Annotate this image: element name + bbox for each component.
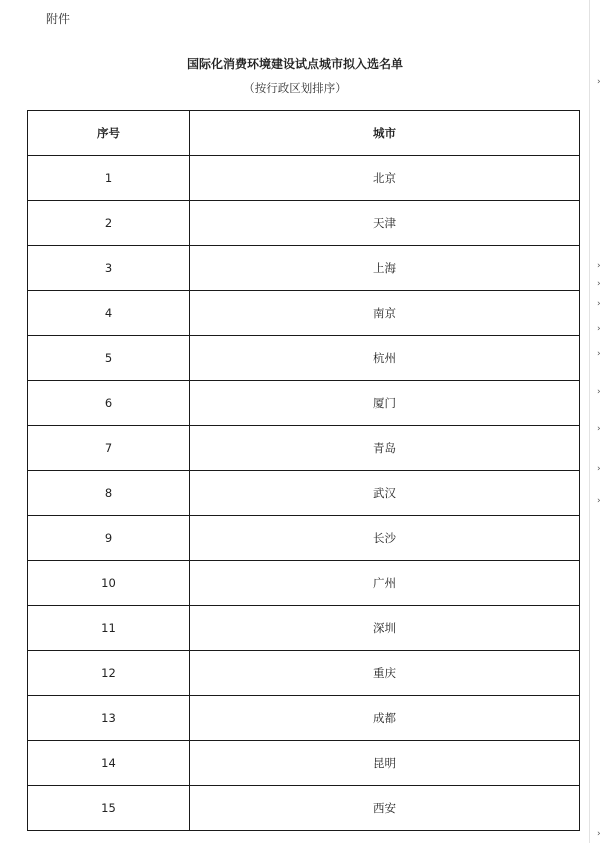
city-list-table [27,110,580,831]
city-cell: 青岛 [190,426,580,471]
serial-number-cell: 14 [28,741,190,786]
attachment-label: 附件 [46,12,71,26]
city-cell: 厦门 [190,381,580,426]
city-cell: 上海 [190,246,580,291]
serial-number-cell: 12 [28,651,190,696]
serial-number-cell: 3 [28,246,190,291]
table-row [28,786,580,831]
chevron-right-icon: › [597,464,601,474]
table-row [28,291,580,336]
chevron-right-icon: › [597,324,601,334]
city-cell: 成都 [190,696,580,741]
header-city: 城市 [190,111,580,156]
header-serial-number: 序号 [28,111,190,156]
city-cell: 天津 [190,201,580,246]
table-row [28,516,580,561]
document-subtitle: （按行政区划排序） [243,81,347,95]
table-row [28,561,580,606]
city-cell: 广州 [190,561,580,606]
document-title: 国际化消费环境建设试点城市拟入选名单 [186,57,403,71]
serial-number-cell: 2 [28,201,190,246]
table-row [28,651,580,696]
city-cell: 南京 [190,291,580,336]
serial-number-cell: 10 [28,561,190,606]
city-cell: 武汉 [190,471,580,516]
city-cell: 西安 [190,786,580,831]
serial-number-cell: 7 [28,426,190,471]
city-cell: 昆明 [190,741,580,786]
serial-number-cell: 13 [28,696,190,741]
chevron-right-icon: › [597,496,601,506]
serial-number-cell: 1 [28,156,190,201]
chevron-right-icon: › [597,349,601,359]
table-row [28,336,580,381]
chevron-right-icon: › [597,424,601,434]
serial-number-cell: 6 [28,381,190,426]
chevron-right-icon: › [597,279,601,289]
table-row [28,426,580,471]
serial-number-cell: 15 [28,786,190,831]
table-row [28,471,580,516]
chevron-right-icon: › [597,77,601,87]
table-row [28,246,580,291]
chevron-right-icon: › [597,261,601,271]
serial-number-cell: 9 [28,516,190,561]
table-row [28,741,580,786]
serial-number-cell: 5 [28,336,190,381]
serial-number-cell: 8 [28,471,190,516]
table-header-row [28,111,580,156]
table-row [28,381,580,426]
table-row [28,156,580,201]
right-edge-strip [591,0,602,843]
chevron-right-icon: › [597,299,601,309]
serial-number-cell: 4 [28,291,190,336]
chevron-right-icon: › [597,387,601,397]
city-cell: 长沙 [190,516,580,561]
table-row [28,606,580,651]
city-cell: 深圳 [190,606,580,651]
table-row [28,696,580,741]
table-row [28,201,580,246]
city-cell: 北京 [190,156,580,201]
serial-number-cell: 11 [28,606,190,651]
city-cell: 杭州 [190,336,580,381]
city-cell: 重庆 [190,651,580,696]
chevron-right-icon: › [597,829,601,839]
